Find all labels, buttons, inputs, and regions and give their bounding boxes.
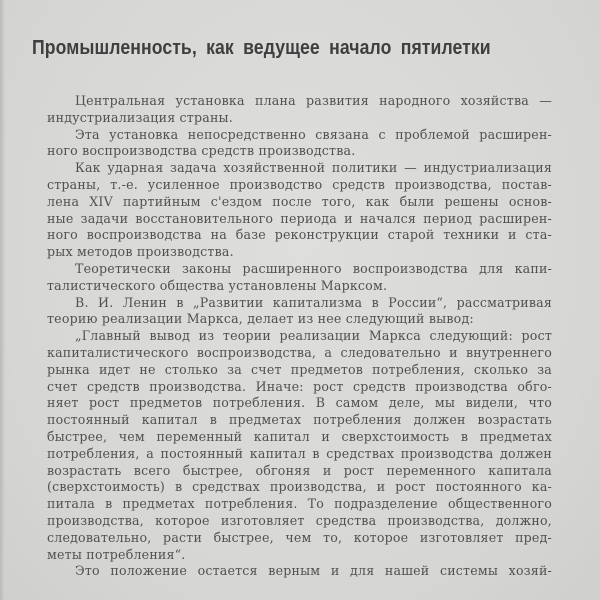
text-line: талистического общества установлены Марксом. xyxy=(47,277,388,293)
text-line: страны, т.-е. усиленное производство средств производства, постав- xyxy=(47,176,552,192)
text-line: следовательно, расти быстрее, чем то, которое изготовляет пред- xyxy=(47,529,552,545)
text-line: рых методов производства. xyxy=(47,244,234,260)
text-line: рынка идет не столько за счет предметов потребления, сколько за xyxy=(47,361,552,377)
text-line: быстрее, чем переменный капитал и сверхстоимость в предметах xyxy=(47,428,552,444)
text-line: Теоретически законы расширенного воспроизводства для капи- xyxy=(75,260,552,276)
text-line: В. И. Ленин в „Развитии капитализма в России“, рассматривая xyxy=(75,294,552,310)
page-edge-shadow xyxy=(0,0,5,600)
text-line: Центральная установка плана развития народного хозяйства — xyxy=(75,93,552,108)
body-text xyxy=(47,93,552,580)
chapter-title: Промышленность, как ведущее начало пятилетки xyxy=(32,36,491,59)
text-line: потребления, а постоянный капитал в средствах производства должен xyxy=(47,445,552,461)
text-line: питала в предметах потребления. То подразделение общественного xyxy=(47,496,552,512)
text-line: счет средств производства. Иначе: рост средств производства обго- xyxy=(47,378,552,394)
text-line: теорию реализации Маркса, делает из нее следующий вывод: xyxy=(47,311,474,327)
text-line: ного воспроизводства средств производства. xyxy=(47,143,356,159)
text-line: Это положение остается верным и для нашей системы хозяй- xyxy=(75,563,552,579)
text-line: (сверхстоимость) в средствах производства, и рост постоянного ка- xyxy=(47,479,552,495)
text-line: Как ударная задача хозяйственной политики — индустриализация xyxy=(75,160,552,176)
text-line: капиталистического воспроизводства, а следовательно и внутреннего xyxy=(47,344,552,360)
text-line: ные задачи восстановительного периода и начался период расширен- xyxy=(47,210,552,226)
text-line: ного воспроизводства на базе реконструкции старой техники и ста- xyxy=(47,227,552,243)
text-line: индустриализация страны. xyxy=(47,109,233,125)
text-line: меты потребления“. xyxy=(47,546,186,562)
text-line: Эта установка непосредственно связана с проблемой расширен- xyxy=(75,126,552,142)
text-line: производства, которое изготовляет средства производства, должно, xyxy=(47,512,552,528)
text-line: „Главный вывод из теории реализации Маркса следующий: рост xyxy=(75,328,552,344)
text-line: лена XIV партийным с'ездом после того, как были решены основ- xyxy=(47,193,552,209)
text-line: няет рост предметов потребления. В самом деле, мы видели, что xyxy=(47,395,552,411)
text-line: постоянный капитал в предметах потребления должен возрастать xyxy=(47,412,552,428)
text-line: возрастать всего быстрее, обгоняя и рост переменного капитала xyxy=(47,462,552,478)
